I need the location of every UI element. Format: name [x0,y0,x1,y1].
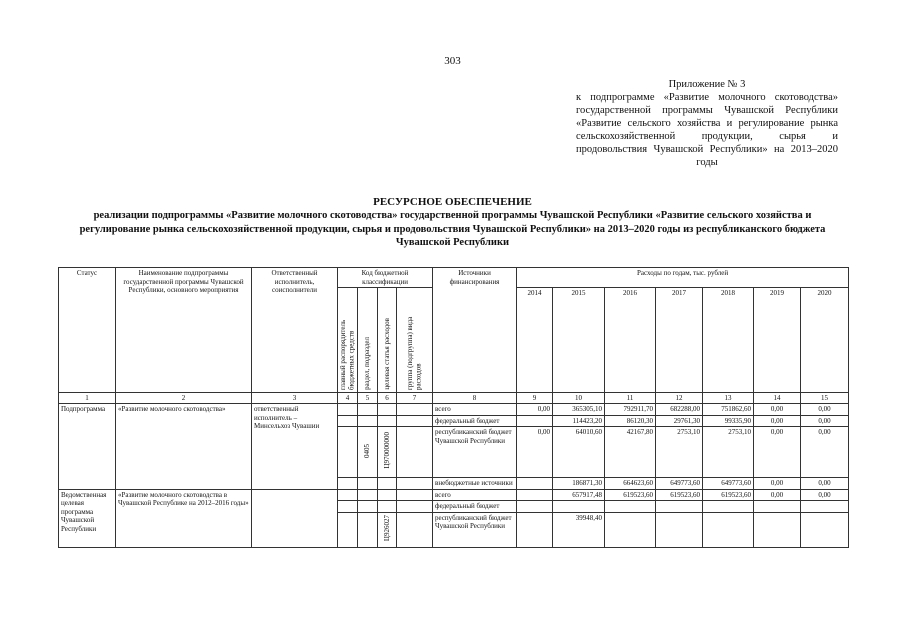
value-cell: 0,00 [754,415,801,427]
value-cell: 29761,30 [656,415,703,427]
code-cell [378,478,397,490]
value-cell: 0,00 [517,404,553,416]
column-number: 14 [754,393,801,404]
header-sources: Источники финансирования [433,268,517,393]
value-cell: 365305,10 [553,404,605,416]
code-cell [338,427,358,478]
column-numbers-row [59,393,849,404]
value-cell: 0,00 [754,404,801,416]
source-cell: федеральный бюджет [433,415,517,427]
value-cell: 0,00 [754,489,801,501]
header-code-target: целевая статья расходов [378,288,397,393]
heading-subtitle: реализации подпрограммы «Развитие молочного скотоводства» государственной программы Чувашской Республики «Развитие сельского хозяйства и регулирование рынка сельскохозяйственной продукции, сырья и продовольствия Чувашской Республики» на 2013–2020 годы из республиканского бюджета Чувашской Республики [79,210,826,248]
code-cell [338,489,358,501]
value-cell: 2753,10 [656,427,703,478]
code-cell [378,415,397,427]
column-number: 1 [59,393,116,404]
code-cell [397,478,433,490]
code-cell [378,489,397,501]
code-cell [397,501,433,513]
value-cell: 0,00 [754,478,801,490]
source-cell: республиканский бюджет Чувашской Республики [433,427,517,478]
value-cell [517,489,553,501]
value-cell [517,501,553,513]
source-cell: республиканский бюджет Чувашской Республики [433,512,517,547]
header-year: 2020 [801,288,849,393]
row-name: «Развитие молочного скотоводства в Чувашской Республике на 2012–2016 годы» [116,489,252,547]
column-number: 12 [656,393,703,404]
header-year: 2015 [553,288,605,393]
header-code-manager: главный распорядитель бюджетных средств [338,288,358,393]
value-cell: 751862,60 [703,404,754,416]
page-number: 303 [444,55,461,67]
value-cell: 0,00 [754,427,801,478]
row-executor: ответственный исполнитель – Минсельхоз Чувашии [252,404,338,490]
header-year: 2019 [754,288,801,393]
value-cell: 0,00 [801,415,849,427]
value-cell [656,512,703,547]
header-year: 2014 [517,288,553,393]
header-expenses: Расходы по годам, тыс. рублей [517,268,849,288]
code-cell [358,501,378,513]
header-year: 2016 [605,288,656,393]
column-number: 15 [801,393,849,404]
column-number: 9 [517,393,553,404]
code-cell [378,404,397,416]
value-cell: 42167,80 [605,427,656,478]
column-number: 8 [433,393,517,404]
heading-title: РЕСУРСНОЕ ОБЕСПЕЧЕНИЕ [373,196,532,208]
value-cell: 99335,90 [703,415,754,427]
section-code-cell: 0405 [358,427,378,478]
value-cell: 792911,70 [605,404,656,416]
code-cell [358,512,378,547]
code-cell [338,501,358,513]
value-cell [754,501,801,513]
row-status: Подпрограмма [59,404,116,490]
source-cell: всего [433,489,517,501]
column-number: 3 [252,393,338,404]
code-cell [397,512,433,547]
value-cell: 0,00 [801,489,849,501]
value-cell [605,512,656,547]
value-cell [517,415,553,427]
table-row [59,489,849,501]
column-number: 2 [116,393,252,404]
value-cell: 649773,60 [703,478,754,490]
column-number: 5 [358,393,378,404]
value-cell: 186871,30 [553,478,605,490]
value-cell [553,501,605,513]
value-cell: 682288,00 [656,404,703,416]
code-cell [358,489,378,501]
header-status: Статус [59,268,116,393]
header-year: 2018 [703,288,754,393]
column-number: 4 [338,393,358,404]
value-cell: 64010,60 [553,427,605,478]
value-cell [754,512,801,547]
source-cell: федеральный бюджет [433,501,517,513]
code-cell [397,427,433,478]
code-cell [358,478,378,490]
column-number: 13 [703,393,754,404]
code-cell [397,489,433,501]
appendix-title: Приложение № 3 [668,79,746,90]
value-cell: 619523,60 [605,489,656,501]
column-number: 6 [378,393,397,404]
value-cell: 0,00 [801,478,849,490]
resource-table [58,267,849,548]
code-cell [338,478,358,490]
header-code-group: группа (подгруппа) вида расходов [397,288,433,393]
value-cell [605,501,656,513]
code-cell [397,415,433,427]
column-number: 7 [397,393,433,404]
value-cell [656,501,703,513]
header-code-section: раздел, подраздел [358,288,378,393]
appendix-text: к подпрограмме «Развитие молочного скотоводства» государственной программы Чувашской Республики «Развитие сельского хозяйства и регулирование рынка сельскохозяйственной продукции, сырья и продовольствия Чувашской Республики» на 2013–2020 годы [576,92,838,168]
value-cell: 619523,60 [703,489,754,501]
column-number: 11 [605,393,656,404]
table-row [59,404,849,416]
value-cell [801,501,849,513]
value-cell [517,512,553,547]
code-cell [358,404,378,416]
code-cell [338,512,358,547]
appendix-block [576,78,838,169]
target-code-cell: Ц926027 [378,512,397,547]
value-cell [801,512,849,547]
value-cell: 0,00 [801,427,849,478]
value-cell [703,512,754,547]
header-budget-code: Код бюджетной классификации [338,268,433,288]
code-cell [397,404,433,416]
value-cell [517,478,553,490]
code-cell [338,415,358,427]
column-number: 10 [553,393,605,404]
value-cell: 649773,60 [656,478,703,490]
value-cell: 2753,10 [703,427,754,478]
row-status: Ведомственная целевая программа Чувашской Республики [59,489,116,547]
value-cell: 619523,60 [656,489,703,501]
code-cell [378,501,397,513]
value-cell [703,501,754,513]
value-cell: 664623,60 [605,478,656,490]
value-cell: 0,00 [801,404,849,416]
value-cell: 39948,40 [553,512,605,547]
source-cell: всего [433,404,517,416]
value-cell: 657917,48 [553,489,605,501]
header-executor: Ответственный исполнитель, соисполнители [252,268,338,393]
target-code-cell: Ц970000000 [378,427,397,478]
header-name: Наименование подпрограммы государственной программы Чувашской Республики, основного мероприятия [116,268,252,393]
source-cell: внебюджетные источники [433,478,517,490]
header-year: 2017 [656,288,703,393]
code-cell [338,404,358,416]
document-heading [70,196,835,250]
row-executor [252,489,338,547]
code-cell [358,415,378,427]
value-cell: 86120,30 [605,415,656,427]
value-cell: 114423,20 [553,415,605,427]
value-cell: 0,00 [517,427,553,478]
row-name: «Развитие молочного скотоводства» [116,404,252,490]
